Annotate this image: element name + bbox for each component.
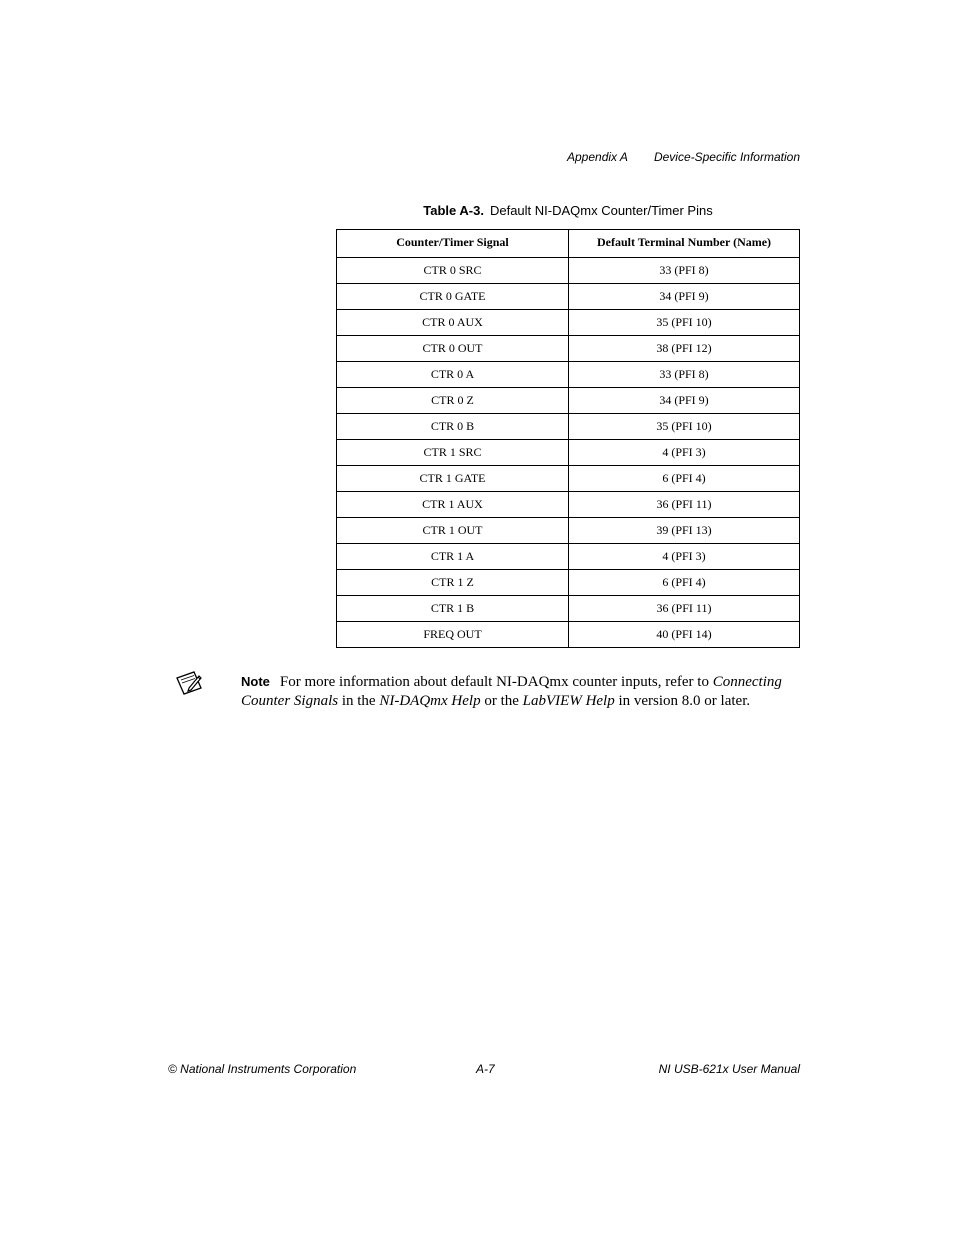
table-row [337, 622, 800, 648]
note-paragraph [241, 672, 803, 711]
table-row [337, 518, 800, 544]
table-row [337, 492, 800, 518]
cell-signal: CTR 0 GATE [337, 284, 569, 310]
table-row [337, 440, 800, 466]
table-caption-text: Default NI-DAQmx Counter/Timer Pins [489, 203, 713, 218]
cell-signal: CTR 1 AUX [337, 492, 569, 518]
cell-terminal: 33 (PFI 8) [569, 362, 800, 388]
cell-terminal: 35 (PFI 10) [569, 414, 800, 440]
header-section: Device-Specific Information [653, 150, 800, 164]
cell-terminal: 35 (PFI 10) [569, 310, 800, 336]
table-row [337, 310, 800, 336]
table-caption-label: Table A-3. [423, 203, 484, 218]
table-row [337, 258, 800, 284]
note-text: or the [480, 693, 523, 709]
table-header-row [337, 230, 800, 256]
table-caption [336, 203, 800, 218]
note-label: Note [241, 674, 270, 689]
running-header [567, 150, 800, 164]
footer-manual-title: NI USB-621x User Manual [658, 1062, 800, 1076]
cell-terminal: 6 (PFI 4) [569, 570, 800, 596]
link-labview-help[interactable]: LabVIEW Help [522, 693, 615, 709]
cell-signal: CTR 0 A [337, 362, 569, 388]
note-text: in version 8.0 or later. [614, 693, 751, 709]
table-row [337, 544, 800, 570]
table-row [337, 570, 800, 596]
cell-signal: CTR 0 B [337, 414, 569, 440]
cell-terminal: 36 (PFI 11) [569, 596, 800, 622]
cell-signal: CTR 0 AUX [337, 310, 569, 336]
table-row [337, 336, 800, 362]
cell-terminal: 33 (PFI 8) [569, 258, 800, 284]
header-default-terminal: Default Terminal Number (Name) [569, 230, 800, 256]
table-row [337, 466, 800, 492]
cell-terminal: 40 (PFI 14) [569, 622, 800, 648]
table-row [337, 284, 800, 310]
table-row [337, 388, 800, 414]
link-ni-daqmx-help[interactable]: NI-DAQmx Help [379, 693, 481, 709]
table-row [337, 414, 800, 440]
cell-terminal: 4 (PFI 3) [569, 440, 800, 466]
cell-signal: CTR 1 SRC [337, 440, 569, 466]
note-text: in the [338, 693, 380, 709]
link-connecting-counter-signals[interactable]: Connecting Counter Signals [241, 674, 782, 709]
cell-signal: FREQ OUT [337, 622, 569, 648]
header-appendix: Appendix A [567, 150, 628, 164]
cell-signal: CTR 0 OUT [337, 336, 569, 362]
cell-signal: CTR 1 B [337, 596, 569, 622]
table-row [337, 596, 800, 622]
cell-terminal: 34 (PFI 9) [569, 284, 800, 310]
cell-terminal: 4 (PFI 3) [569, 544, 800, 570]
cell-signal: CTR 1 GATE [337, 466, 569, 492]
cell-terminal: 38 (PFI 12) [569, 336, 800, 362]
cell-terminal: 36 (PFI 11) [569, 492, 800, 518]
cell-signal: CTR 1 Z [337, 570, 569, 596]
cell-terminal: 39 (PFI 13) [569, 518, 800, 544]
note-text: For more information about default NI-DAQmx counter inputs, refer to [279, 674, 713, 690]
cell-signal: CTR 0 SRC [337, 258, 569, 284]
footer-copyright: © National Instruments Corporation [168, 1062, 357, 1076]
header-counter-timer-signal: Counter/Timer Signal [337, 230, 569, 256]
table-row [337, 362, 800, 388]
cell-signal: CTR 1 OUT [337, 518, 569, 544]
cell-terminal: 6 (PFI 4) [569, 466, 800, 492]
counter-timer-pins-table [336, 229, 800, 648]
cell-signal: CTR 0 Z [337, 388, 569, 414]
note-pad-icon [174, 670, 204, 696]
cell-terminal: 34 (PFI 9) [569, 388, 800, 414]
cell-signal: CTR 1 A [337, 544, 569, 570]
footer-page-number: A-7 [476, 1062, 495, 1076]
